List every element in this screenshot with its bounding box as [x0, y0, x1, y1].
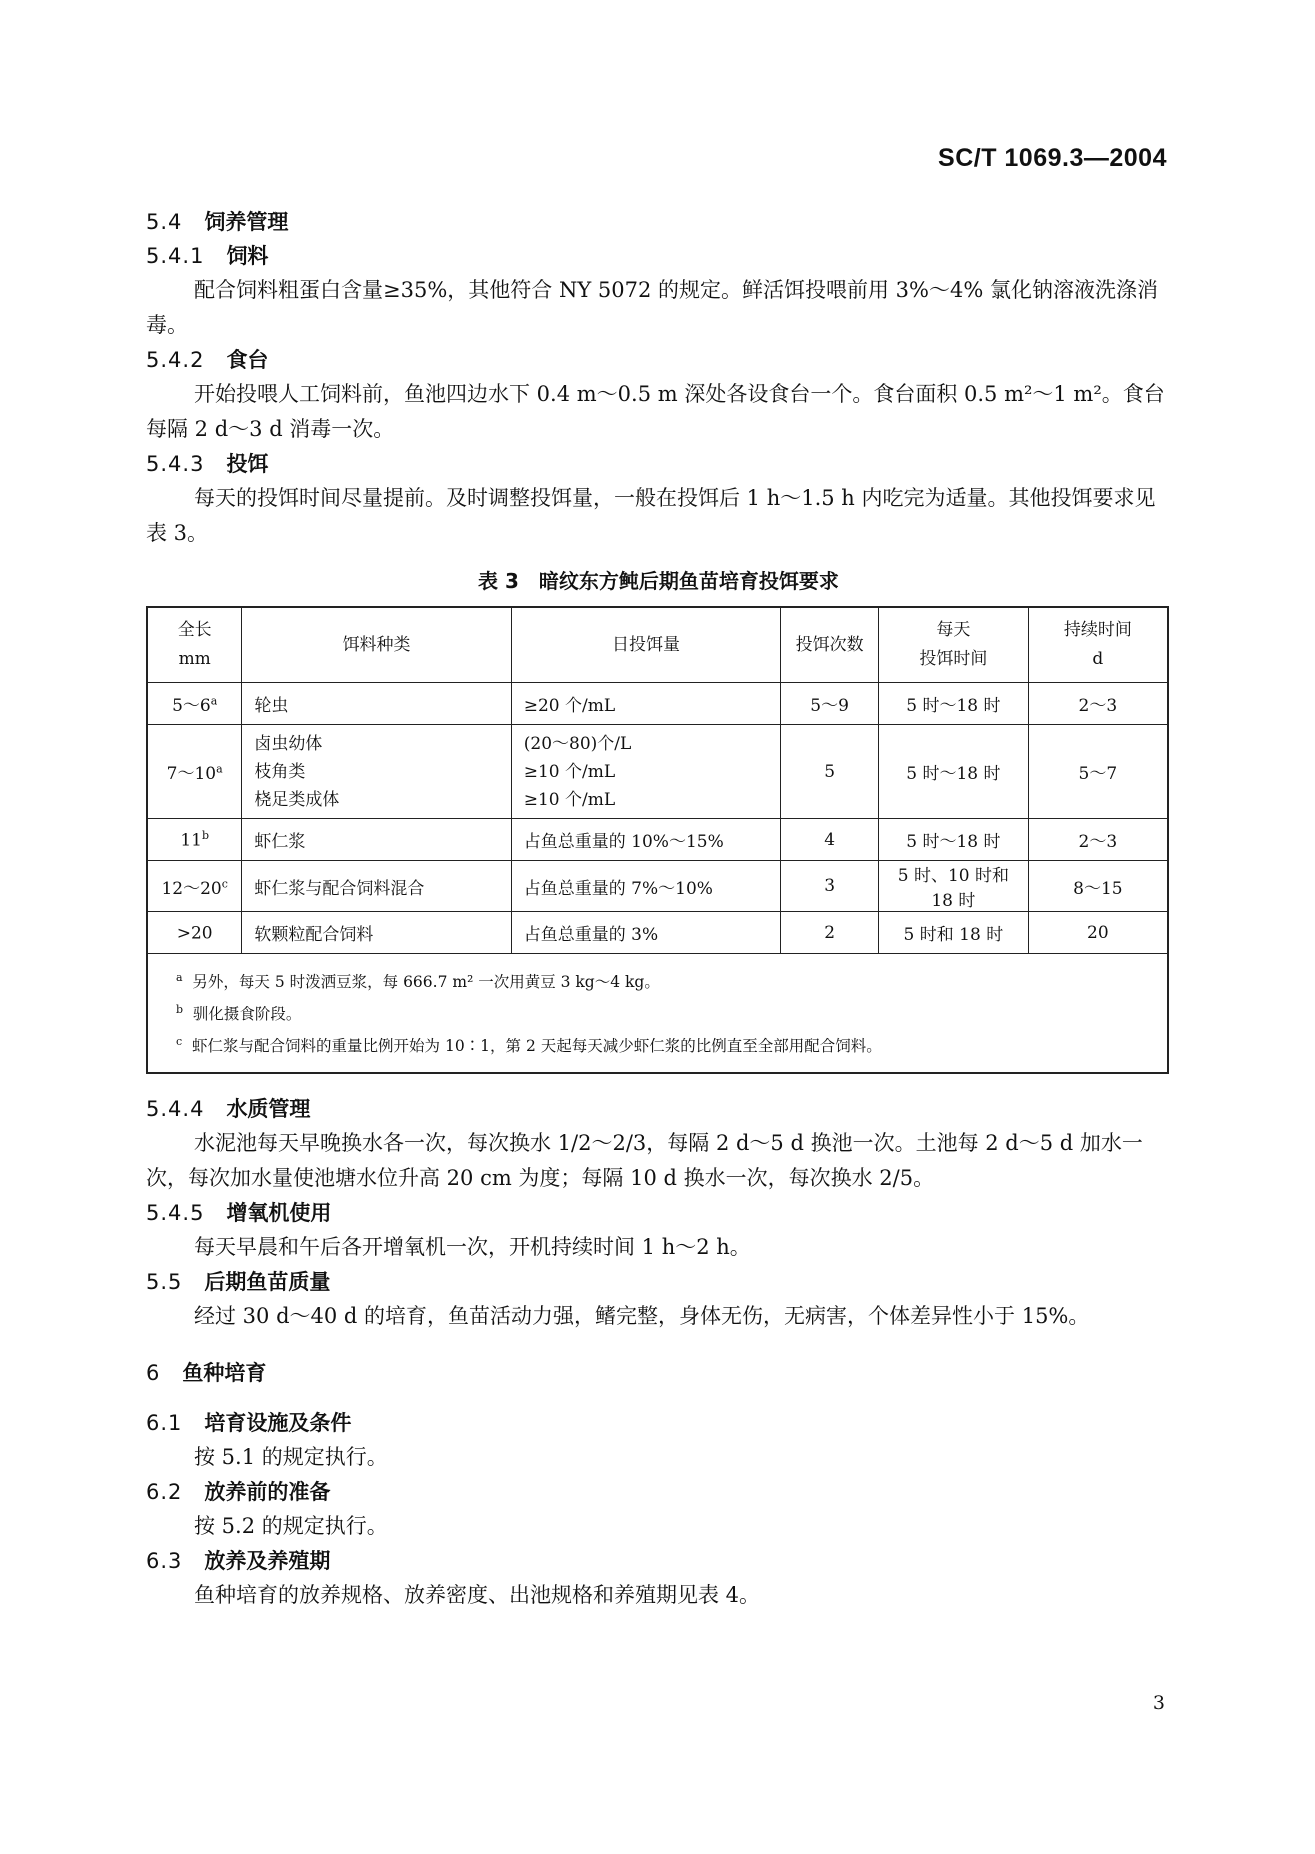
cell-length: 12～20$^c$ — [147, 861, 242, 912]
cell-duration: 2～3 — [1028, 683, 1168, 725]
paragraph-5-4-5: 每天早晨和午后各开增氧机一次，开机持续时间 1 h～2 h。 — [194, 1235, 751, 1260]
cell-length: >20 — [147, 912, 242, 954]
standard-code: SC/T 1069.3—2004 — [938, 144, 1167, 172]
table-header-row — [147, 607, 1168, 683]
section-number: 5.4.1 — [146, 244, 205, 268]
document-body — [146, 205, 1171, 1613]
table-row — [147, 683, 1168, 725]
cell-time: 5 时和 18 时 — [879, 912, 1029, 954]
header-feed: 饵料种类 — [242, 607, 511, 683]
section-title: 饲料 — [226, 244, 269, 268]
section-number: 6.1 — [146, 1411, 183, 1436]
header-duration: 持续时间 d — [1028, 607, 1168, 683]
cell-daily: 占鱼总重量的 10%～15% — [511, 819, 780, 861]
table-row — [147, 725, 1168, 819]
section-title: 鱼种培育 — [182, 1361, 267, 1386]
heading-6-2 — [146, 1475, 1171, 1509]
paragraph-5-4-3: 每天的投饵时间尽量提前。及时调整投饵量，一般在投饵后 1 h～1.5 h 内吃完为适量。其他投饵要求见表 3。 — [146, 486, 1156, 545]
heading-5-4 — [146, 205, 1171, 239]
header-times: 投饵次数 — [781, 607, 879, 683]
cell-duration: 5～7 — [1028, 725, 1168, 819]
cell-length: 11$^b$ — [147, 819, 242, 861]
cell-feed: 软颗粒配合饲料 — [242, 912, 511, 954]
table-row — [147, 861, 1168, 912]
cell-feed: 虾仁浆与配合饲料混合 — [242, 861, 511, 912]
cell-time: 5 时～18 时 — [879, 683, 1029, 725]
paragraph-6-1: 按 5.1 的规定执行。 — [194, 1445, 388, 1470]
section-title: 放养及养殖期 — [204, 1549, 331, 1574]
heading-6-1 — [146, 1406, 1171, 1440]
heading-6 — [146, 1356, 1171, 1390]
section-number: 5.4.2 — [146, 348, 205, 372]
cell-times: 2 — [781, 912, 879, 954]
heading-5-4-3 — [146, 447, 1171, 481]
heading-5-4-4 — [146, 1092, 1171, 1126]
heading-5-4-5 — [146, 1196, 1171, 1230]
paragraph-5-4-1: 配合饲料粗蛋白含量≥35%，其他符合 NY 5072 的规定。鲜活饵投喂前用 3%～4% 氯化钠溶液洗涤消毒。 — [146, 278, 1158, 337]
section-title: 食台 — [226, 348, 269, 372]
table-notes — [147, 954, 1168, 1074]
section-title: 放养前的准备 — [204, 1480, 331, 1505]
paragraph-6-2: 按 5.2 的规定执行。 — [194, 1514, 388, 1539]
section-title: 饲养管理 — [204, 210, 289, 234]
cell-duration: 20 — [1028, 912, 1168, 954]
section-title: 增氧机使用 — [226, 1201, 332, 1226]
cell-times: 5～9 — [781, 683, 879, 725]
table-notes-row — [147, 954, 1168, 1074]
paragraph-5-4-2: 开始投喂人工饲料前，鱼池四边水下 0.4 m～0.5 m 深处各设食台一个。食台面积 0.5 m²～1 m²。食台每隔 2 d～3 d 消毒一次。 — [146, 382, 1165, 441]
section-number: 5.4.4 — [146, 1097, 205, 1122]
paragraph-5-5: 经过 30 d～40 d 的培育，鱼苗活动力强，鳍完整，身体无伤，无病害，个体差异性小于 15%。 — [194, 1304, 1090, 1329]
cell-daily: (20～80)个/L ≥10 个/mL ≥10 个/mL — [511, 725, 780, 819]
section-title: 后期鱼苗质量 — [204, 1270, 331, 1295]
cell-times: 3 — [781, 861, 879, 912]
cell-feed: 虾仁浆 — [242, 819, 511, 861]
note-c: $^c$ 虾仁浆与配合饲料的重量比例开始为 10∶1，第 2 天起每天减少虾仁浆的比例直至全部用配合饲料。 — [176, 1035, 882, 1056]
cell-times: 4 — [781, 819, 879, 861]
note-a: $^a$ 另外，每天 5 时泼洒豆浆，每 666.7 m² 一次用黄豆 3 kg～4 kg。 — [176, 971, 660, 992]
section-number: 5.5 — [146, 1270, 183, 1295]
cell-times: 5 — [781, 725, 879, 819]
cell-daily: 占鱼总重量的 7%～10% — [511, 861, 780, 912]
section-number: 6.2 — [146, 1480, 183, 1505]
paragraph-6-3: 鱼种培育的放养规格、放养密度、出池规格和养殖期见表 4。 — [194, 1583, 761, 1608]
section-number: 5.4 — [146, 210, 183, 234]
section-number: 5.4.3 — [146, 452, 205, 476]
header-length: 全长 mm — [147, 607, 242, 683]
cell-length: 7～10$^a$ — [147, 725, 242, 819]
heading-5-5 — [146, 1265, 1171, 1299]
table-row — [147, 819, 1168, 861]
heading-6-3 — [146, 1544, 1171, 1578]
note-b: $^b$ 驯化摄食阶段。 — [176, 1003, 302, 1024]
page-number: 3 — [1152, 1692, 1165, 1714]
cell-time: 5 时、10 时和 18 时 — [879, 861, 1029, 912]
section-number: 6.3 — [146, 1549, 183, 1574]
cell-daily: ≥20 个/mL — [511, 683, 780, 725]
section-number: 5.4.5 — [146, 1201, 205, 1226]
table-3 — [146, 606, 1169, 1074]
cell-feed: 卤虫幼体 枝角类 桡足类成体 — [242, 725, 511, 819]
section-title: 投饵 — [226, 452, 269, 476]
section-number: 6 — [146, 1361, 161, 1386]
table-row — [147, 912, 1168, 954]
cell-duration: 8～15 — [1028, 861, 1168, 912]
cell-daily: 占鱼总重量的 3% — [511, 912, 780, 954]
header-daily: 日投饵量 — [511, 607, 780, 683]
header-time: 每天 投饵时间 — [879, 607, 1029, 683]
section-title: 水质管理 — [226, 1097, 311, 1122]
heading-5-4-1 — [146, 239, 1171, 273]
cell-duration: 2～3 — [1028, 819, 1168, 861]
cell-time: 5 时～18 时 — [879, 819, 1029, 861]
paragraph-5-4-4: 水泥池每天早晚换水各一次，每次换水 1/2～2/3，每隔 2 d～5 d 换池一次。土池每 2 d～5 d 加水一次，每次加水量使池塘水位升高 20 cm 为度；每隔 10 d 换水一次，每次换水 2/5。 — [146, 1131, 1143, 1191]
heading-5-4-2 — [146, 343, 1171, 377]
cell-feed: 轮虫 — [242, 683, 511, 725]
section-title: 培育设施及条件 — [204, 1411, 352, 1436]
cell-length: 5～6$^a$ — [147, 683, 242, 725]
table-3-title: 表 3 暗纹东方鲀后期鱼苗培育投饵要求 — [478, 569, 839, 593]
cell-time: 5 时～18 时 — [879, 725, 1029, 819]
